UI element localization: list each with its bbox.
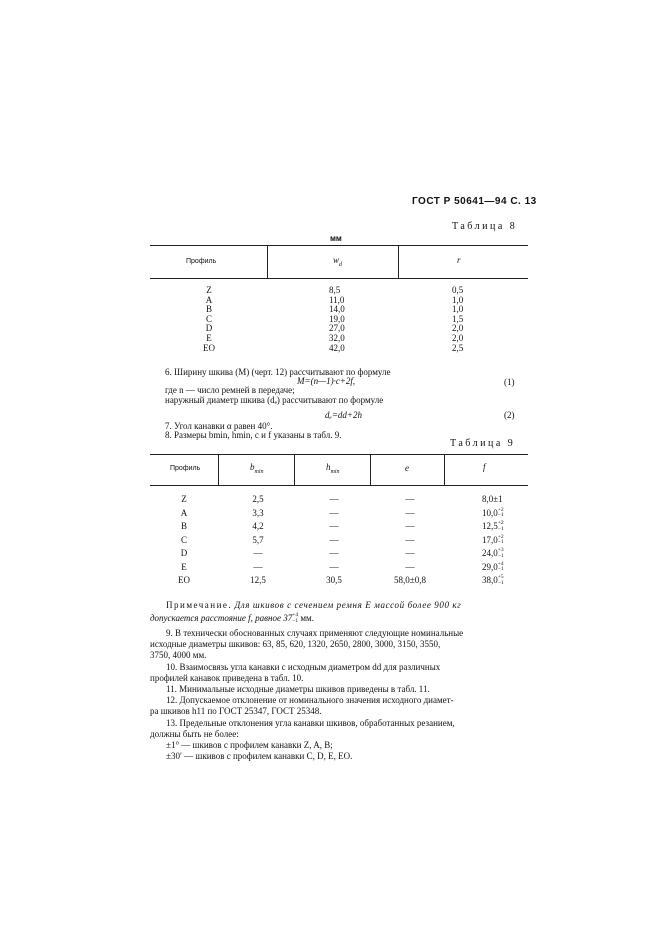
table8-profile: B <box>205 304 212 315</box>
para-13-line-2: должны быть не более: <box>150 729 239 739</box>
table9-h-column <box>322 493 346 588</box>
note-line-2: допускается расстояние f, равное 37 +4 −1 мм. <box>150 612 314 624</box>
table9-profile: E <box>181 561 187 572</box>
note-label: Примечание. <box>166 600 233 610</box>
table9-e-value: — <box>405 534 415 545</box>
table9-f-value: 12,5 +2 −1 <box>482 520 504 532</box>
para-13-line-1: 13. Предельные отклонения угла канавки шкивов, обработанных резанием, <box>166 718 455 728</box>
table9-e-value: — <box>405 548 415 558</box>
table9-b-value: — <box>253 561 263 572</box>
para-13-line-4: ±30′ — шкивов с профилем канавки C, D, E, EO. <box>166 751 353 761</box>
table9-b-value: 4,2 <box>252 521 264 531</box>
table9-profile: EO <box>178 575 190 585</box>
table9-f-column <box>482 493 504 588</box>
table9-h-value: — <box>329 548 339 558</box>
table9-f-value: 8,0±1 <box>482 494 503 504</box>
formula-1-number: (1) <box>504 377 515 387</box>
table9-e-value: — <box>405 521 415 531</box>
table8-profile: Z <box>206 285 212 295</box>
table8-w-value: 8,5 <box>329 285 341 295</box>
table9-e-value: — <box>405 507 415 518</box>
table9-profile: A <box>180 507 188 518</box>
table9-b-value: 5,7 <box>252 534 264 545</box>
table9-h-value: — <box>329 521 339 531</box>
para-13-line-3: ±1° — шкивов с профилем канавки Z, A, B; <box>166 740 333 750</box>
table9-f-value: 24,0 +3 −1 <box>482 547 504 559</box>
table9-caption: Таблица 9 <box>450 438 516 449</box>
table9-e-value: — <box>405 561 415 572</box>
para-6: 6. Ширину шкива (M) (черт. 12) рассчитывают по формуле <box>165 367 391 377</box>
table8-profile: D <box>205 323 213 334</box>
table9-f-value: 10,0 +2 −1 <box>482 506 504 519</box>
table8-r-value: 1,0 <box>452 304 464 315</box>
table9-header-b: $b_{min}$ <box>250 462 264 475</box>
table8-w-value: 32,0 <box>329 332 345 343</box>
table8-r-value: 1,0 <box>452 294 464 305</box>
table8-w-value: 27,0 <box>329 323 345 334</box>
table9-h-value: — <box>329 534 339 545</box>
para-9-line-3: 3750, 4000 мм. <box>150 650 207 660</box>
para-10-line-2: профилей канавок приведена в табл. 10. <box>150 673 304 683</box>
table8-header-w: $w_d$ <box>333 255 343 268</box>
table8-r-value: 2,5 <box>452 342 464 353</box>
table8-profile: A <box>205 294 213 305</box>
para-12-line-2: ра шкивов h11 по ГОСТ 25347, ГОСТ 25348. <box>150 706 322 716</box>
table8-r-column <box>452 286 463 353</box>
para-9-line-2: исходные диаметры шкивов: 63, 85, 620, 1320, 2650, 2800, 3000, 3150, 3550, <box>150 639 441 649</box>
table9-b-column <box>246 493 270 588</box>
table9-b-value: 2,5 <box>252 494 264 504</box>
table9-b-value: 12,5 <box>250 575 266 585</box>
note-line-1: Примечание. Для шкивов с сечением ремня E массой более 900 кг <box>166 600 462 610</box>
table8-w-value: 14,0 <box>329 304 345 315</box>
table9-e-value: 58,0±0,8 <box>394 575 426 585</box>
table8-profile-column <box>203 286 215 353</box>
page-header: ГОСТ Р 50641—94 С. 13 <box>412 196 537 207</box>
table8-w-value: 11,0 <box>329 294 345 305</box>
table9-b-value: 3,3 <box>252 507 264 518</box>
table9-f-value: 29,0 +4 −1 <box>482 560 504 573</box>
table9-profile: Z <box>181 494 187 504</box>
table8-r-value: 0,5 <box>452 285 464 295</box>
para-12-line-1: 12. Допускаемое отклонение от номинального значения исходного диамет- <box>166 695 454 705</box>
table9-header-e: e <box>405 463 409 473</box>
table8-units: мм <box>330 234 342 243</box>
table8-header-profile: Профиль <box>186 258 217 265</box>
table8-profile: C <box>205 313 212 324</box>
table8-w-value: 42,0 <box>329 342 345 353</box>
para-10-line-1: 10. Взаимосвязь угла канавки с исходным диаметром dd для различных <box>166 662 441 672</box>
table9-f-value: 17,0 +2 −1 <box>482 533 504 546</box>
table9-profile-column <box>177 493 191 588</box>
table8-caption: Таблица 8 <box>452 221 518 232</box>
table9-f-value: 38,0 +5 −1 <box>482 574 504 586</box>
table8-w-column <box>329 286 345 353</box>
table8-r-value: 2,0 <box>452 323 464 334</box>
para-9-line-1: 9. В технически обоснованных случаях применяют следующие номинальные <box>166 628 464 638</box>
table9-header-f: f <box>483 462 486 472</box>
table9-e-column <box>382 493 438 588</box>
table9-profile: B <box>180 521 187 531</box>
table8-profile: EO <box>203 342 215 353</box>
table9-header-profile: Профиль <box>170 465 201 472</box>
table8-header-r: r <box>457 255 461 265</box>
formula-2-number: (2) <box>504 410 515 420</box>
para-11: 11. Минимальные исходные диаметры шкивов приведены в табл. 11. <box>166 684 430 694</box>
table9-h-value: — <box>329 507 339 518</box>
table9-e-value: — <box>405 494 415 504</box>
table9-h-value: — <box>329 494 339 504</box>
formula-1: M=(n—1)·c+2f, <box>297 376 356 386</box>
formula-2: dₑ=dd+2h <box>325 410 363 420</box>
para-7: 7. Угол канавки α равен 40°. <box>165 421 273 431</box>
table8-w-value: 19,0 <box>329 313 345 324</box>
table9-header-h: $h_{min}$ <box>326 462 340 475</box>
table8-r-value: 2,0 <box>452 332 464 343</box>
table9-h-value: — <box>329 561 339 572</box>
table9-profile: D <box>180 548 188 558</box>
table9-profile: C <box>180 534 187 545</box>
table8-profile: E <box>206 332 212 343</box>
para-6-where: где n — число ремней в передаче; <box>165 385 295 395</box>
table9-b-value: — <box>253 548 263 558</box>
para-6-outer: наружный диаметр шкива (dₑ) рассчитывают по формуле <box>165 395 384 405</box>
table9-h-value: 30,5 <box>326 575 342 585</box>
table8-r-value: 1,5 <box>452 313 464 324</box>
para-8: 8. Размеры bmin, hmin, c и f указаны в табл. 9. <box>165 430 342 440</box>
